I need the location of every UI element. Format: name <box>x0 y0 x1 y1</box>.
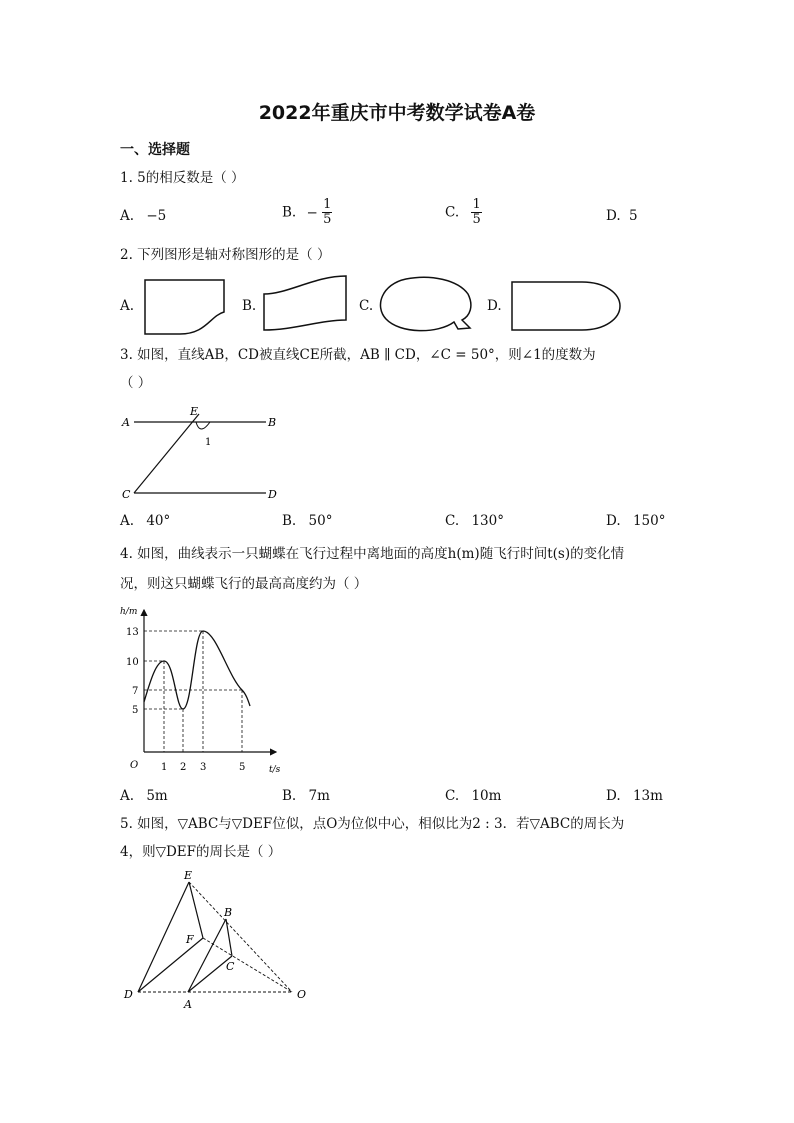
option-text: 40° <box>146 513 171 529</box>
line-ce <box>134 414 199 493</box>
q2-shape-a[interactable] <box>140 276 230 338</box>
angle-arc <box>196 422 210 429</box>
option-letter: C. <box>445 788 460 804</box>
triangles <box>138 882 232 992</box>
option-text: 7m <box>308 788 330 804</box>
option-letter: D. <box>606 208 621 224</box>
section-heading: 一、选择题 <box>120 142 190 158</box>
option-letter: D. <box>606 788 621 804</box>
q4-graph <box>116 602 296 778</box>
option-text: 5m <box>146 788 168 804</box>
option-letter: A. <box>120 788 135 804</box>
q2-option-b-letter[interactable]: B. <box>242 298 257 314</box>
page-title: 2022年重庆市中考数学试卷A卷 <box>258 102 536 124</box>
fraction-denominator: 5 <box>323 212 332 227</box>
option-text: −5 <box>146 208 167 224</box>
option-letter: B. <box>282 788 297 804</box>
q2-option-c-letter[interactable]: C. <box>359 298 374 314</box>
guide-lines <box>144 631 242 752</box>
option-letter: D. <box>606 513 621 529</box>
label-e: E <box>184 869 193 882</box>
q2-shape-d[interactable] <box>508 278 626 334</box>
y-tick-7: 7 <box>132 686 139 697</box>
question-5-stem-line2: 4，则▽DEF的周长是（ ） <box>120 844 282 860</box>
option-text: 13m <box>632 788 663 804</box>
x-tick-2: 2 <box>180 762 187 773</box>
y-tick-10: 10 <box>126 657 139 668</box>
y-axis-label: h/m <box>120 607 138 617</box>
label-c: C <box>226 960 235 973</box>
q4-option-c[interactable] <box>445 788 501 804</box>
label-d: D <box>268 488 277 501</box>
fraction-numerator: 1 <box>472 197 481 212</box>
q1-option-a[interactable] <box>120 208 166 224</box>
q2-option-a-letter[interactable]: A. <box>120 298 135 314</box>
option-letter: A. <box>120 208 135 224</box>
q4-option-d[interactable] <box>606 788 663 804</box>
label-f: F <box>186 933 194 946</box>
label-a: A <box>184 998 192 1011</box>
x-tick-1: 1 <box>161 762 168 773</box>
q5-figure <box>118 866 318 1014</box>
y-tick-5: 5 <box>132 705 139 716</box>
fraction-numerator: 1 <box>323 197 332 212</box>
question-4-stem-line2: 况，则这只蝴蝶飞行的最高高度约为（ ） <box>120 576 368 592</box>
label-angle-1: 1 <box>205 437 212 448</box>
q1-option-b[interactable] <box>282 198 332 227</box>
question-3-stem-line1: 3. 如图，直线AB，CD被直线CE所截，AB ∥ CD，∠C = 50°，则∠1的度数为 <box>120 347 596 363</box>
question-1-stem: 1. 5的相反数是（ ） <box>120 170 245 186</box>
q4-option-a[interactable] <box>120 788 168 804</box>
label-o: O <box>297 988 307 1001</box>
origin-label: O <box>130 760 139 771</box>
label-b: B <box>224 906 233 919</box>
q3-option-d[interactable] <box>606 513 665 529</box>
option-text: 10m <box>471 788 502 804</box>
label-e: E <box>190 405 199 418</box>
option-letter: B. <box>282 513 297 529</box>
option-text: 150° <box>632 513 666 529</box>
fraction <box>471 198 481 227</box>
question-5-stem-line1: 5. 如图，▽ABC与▽DEF位似，点O为位似中心，相似比为2 : 3．若▽ABC的周长为 <box>120 816 625 832</box>
q1-option-d[interactable] <box>606 208 638 224</box>
x-tick-5: 5 <box>239 762 246 773</box>
question-2-stem: 2. 下列图形是轴对称图形的是（ ） <box>120 247 331 263</box>
option-letter: C. <box>445 513 460 529</box>
q2-option-d-letter[interactable]: D. <box>487 298 502 314</box>
y-tick-13: 13 <box>126 627 139 638</box>
x-tick-3: 3 <box>200 762 207 773</box>
label-d: D <box>124 988 133 1001</box>
fraction-denominator: 5 <box>472 212 481 227</box>
q4-option-b[interactable] <box>282 788 330 804</box>
option-letter: B. <box>282 204 297 221</box>
question-3-stem-line2: （ ） <box>120 375 152 391</box>
option-letter: A. <box>120 513 135 529</box>
projection-lines <box>138 882 292 992</box>
label-b: B <box>268 416 277 429</box>
q3-option-c[interactable] <box>445 513 504 529</box>
option-letter: C. <box>445 204 460 221</box>
fraction <box>322 198 332 227</box>
q3-option-a[interactable] <box>120 513 170 529</box>
q1-option-c[interactable] <box>445 198 482 227</box>
q2-shape-b[interactable] <box>260 272 352 336</box>
q2-shape-c[interactable] <box>376 274 476 336</box>
option-text: 130° <box>471 513 504 529</box>
option-sign: − <box>306 204 318 221</box>
q3-option-b[interactable] <box>282 513 332 529</box>
option-text: 50° <box>308 513 333 529</box>
label-a: A <box>122 416 130 429</box>
option-text: 5 <box>628 208 638 224</box>
q3-figure <box>116 402 286 506</box>
height-curve <box>144 631 250 709</box>
question-4-stem-line1: 4. 如图，曲线表示一只蝴蝶在飞行过程中离地面的高度h(m)随飞行时间t(s)的变化情 <box>120 546 625 562</box>
label-c: C <box>122 488 131 501</box>
x-axis-label: t/s <box>269 765 281 775</box>
